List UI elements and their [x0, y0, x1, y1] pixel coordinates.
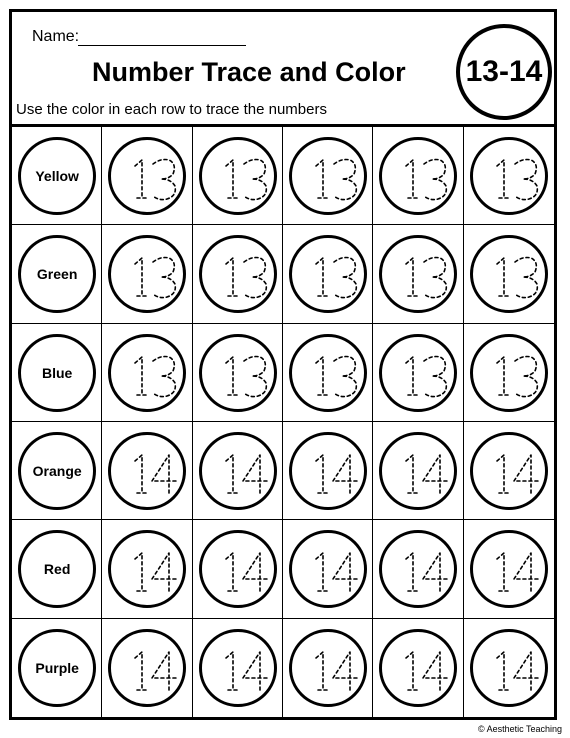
dashed-number-glyph [111, 140, 183, 212]
dashed-number-glyph [382, 140, 454, 212]
row-label-cell [12, 619, 102, 717]
name-label: Name: [32, 28, 80, 45]
worksheet-title: Number Trace and Color [92, 57, 406, 87]
dashed-number-glyph [292, 140, 364, 212]
row-label-cell [12, 127, 102, 225]
dashed-number-glyph [473, 632, 545, 704]
trace-number-circle[interactable] [379, 137, 457, 215]
trace-cell [464, 520, 554, 618]
dashed-number-glyph [111, 533, 183, 605]
color-label-circle: Green [18, 235, 96, 313]
trace-number-circle[interactable] [199, 137, 277, 215]
number-range-badge: 13-14 [456, 24, 552, 120]
trace-number-circle[interactable] [470, 432, 548, 510]
dashed-number-glyph [382, 337, 454, 409]
trace-number-circle[interactable] [199, 334, 277, 412]
trace-number-circle[interactable] [199, 629, 277, 707]
trace-number-circle[interactable] [470, 530, 548, 608]
worksheet [9, 9, 557, 720]
trace-number-circle[interactable] [379, 530, 457, 608]
trace-cell [464, 225, 554, 323]
trace-number-circle[interactable] [470, 334, 548, 412]
dashed-number-glyph [111, 238, 183, 310]
trace-cell [373, 225, 463, 323]
trace-cell [193, 520, 283, 618]
copyright-notice: © Aesthetic Teaching [477, 724, 562, 734]
trace-cell [373, 520, 463, 618]
dashed-number-glyph [382, 632, 454, 704]
trace-number-circle[interactable] [379, 235, 457, 313]
trace-number-circle[interactable] [289, 235, 367, 313]
trace-cell [373, 619, 463, 717]
trace-cell [193, 422, 283, 520]
dashed-number-glyph [292, 632, 364, 704]
trace-cell [373, 324, 463, 422]
trace-number-circle[interactable] [289, 334, 367, 412]
trace-cell [283, 422, 373, 520]
dashed-number-glyph [382, 238, 454, 310]
worksheet-header [12, 12, 554, 127]
trace-cell [373, 127, 463, 225]
color-label-circle: Purple [18, 629, 96, 707]
name-write-line [78, 45, 246, 46]
dashed-number-glyph [382, 435, 454, 507]
trace-number-circle[interactable] [379, 334, 457, 412]
color-label-circle: Orange [18, 432, 96, 510]
trace-cell [283, 324, 373, 422]
trace-number-circle[interactable] [470, 629, 548, 707]
trace-number-circle[interactable] [108, 530, 186, 608]
trace-cell [283, 619, 373, 717]
trace-number-circle[interactable] [108, 629, 186, 707]
trace-cell [283, 520, 373, 618]
trace-cell [464, 324, 554, 422]
dashed-number-glyph [202, 238, 274, 310]
trace-cell [193, 127, 283, 225]
trace-cell [193, 619, 283, 717]
trace-cell [102, 619, 192, 717]
trace-cell [102, 520, 192, 618]
trace-number-circle[interactable] [289, 432, 367, 510]
dashed-number-glyph [473, 435, 545, 507]
dashed-number-glyph [292, 533, 364, 605]
trace-cell [373, 422, 463, 520]
dashed-number-glyph [473, 337, 545, 409]
trace-cell [193, 225, 283, 323]
dashed-number-glyph [473, 238, 545, 310]
dashed-number-glyph [202, 337, 274, 409]
row-label-cell [12, 422, 102, 520]
trace-number-circle[interactable] [199, 530, 277, 608]
trace-cell [283, 127, 373, 225]
trace-cell [283, 225, 373, 323]
trace-cell [464, 422, 554, 520]
row-label-cell [12, 520, 102, 618]
row-label-cell [12, 225, 102, 323]
dashed-number-glyph [111, 337, 183, 409]
trace-cell [102, 127, 192, 225]
dashed-number-glyph [111, 435, 183, 507]
trace-cell [464, 127, 554, 225]
trace-number-circle[interactable] [470, 137, 548, 215]
trace-number-circle[interactable] [379, 432, 457, 510]
trace-number-circle[interactable] [289, 137, 367, 215]
trace-cell [102, 422, 192, 520]
row-label-cell [12, 324, 102, 422]
dashed-number-glyph [202, 140, 274, 212]
trace-number-circle[interactable] [289, 530, 367, 608]
trace-grid [12, 127, 554, 717]
color-label-circle: Blue [18, 334, 96, 412]
dashed-number-glyph [292, 238, 364, 310]
trace-number-circle[interactable] [470, 235, 548, 313]
trace-number-circle[interactable] [108, 235, 186, 313]
trace-number-circle[interactable] [108, 137, 186, 215]
color-label-circle: Yellow [18, 137, 96, 215]
dashed-number-glyph [473, 140, 545, 212]
dashed-number-glyph [202, 435, 274, 507]
dashed-number-glyph [202, 533, 274, 605]
trace-number-circle[interactable] [108, 432, 186, 510]
dashed-number-glyph [382, 533, 454, 605]
trace-number-circle[interactable] [379, 629, 457, 707]
trace-cell [102, 225, 192, 323]
trace-number-circle[interactable] [289, 629, 367, 707]
trace-number-circle[interactable] [199, 432, 277, 510]
instructions: Use the color in each row to trace the numbers [16, 101, 327, 118]
dashed-number-glyph [202, 632, 274, 704]
trace-number-circle[interactable] [108, 334, 186, 412]
dashed-number-glyph [111, 632, 183, 704]
trace-cell [464, 619, 554, 717]
dashed-number-glyph [473, 533, 545, 605]
color-label-circle: Red [18, 530, 96, 608]
dashed-number-glyph [292, 435, 364, 507]
trace-cell [102, 324, 192, 422]
dashed-number-glyph [292, 337, 364, 409]
trace-number-circle[interactable] [199, 235, 277, 313]
trace-cell [193, 324, 283, 422]
